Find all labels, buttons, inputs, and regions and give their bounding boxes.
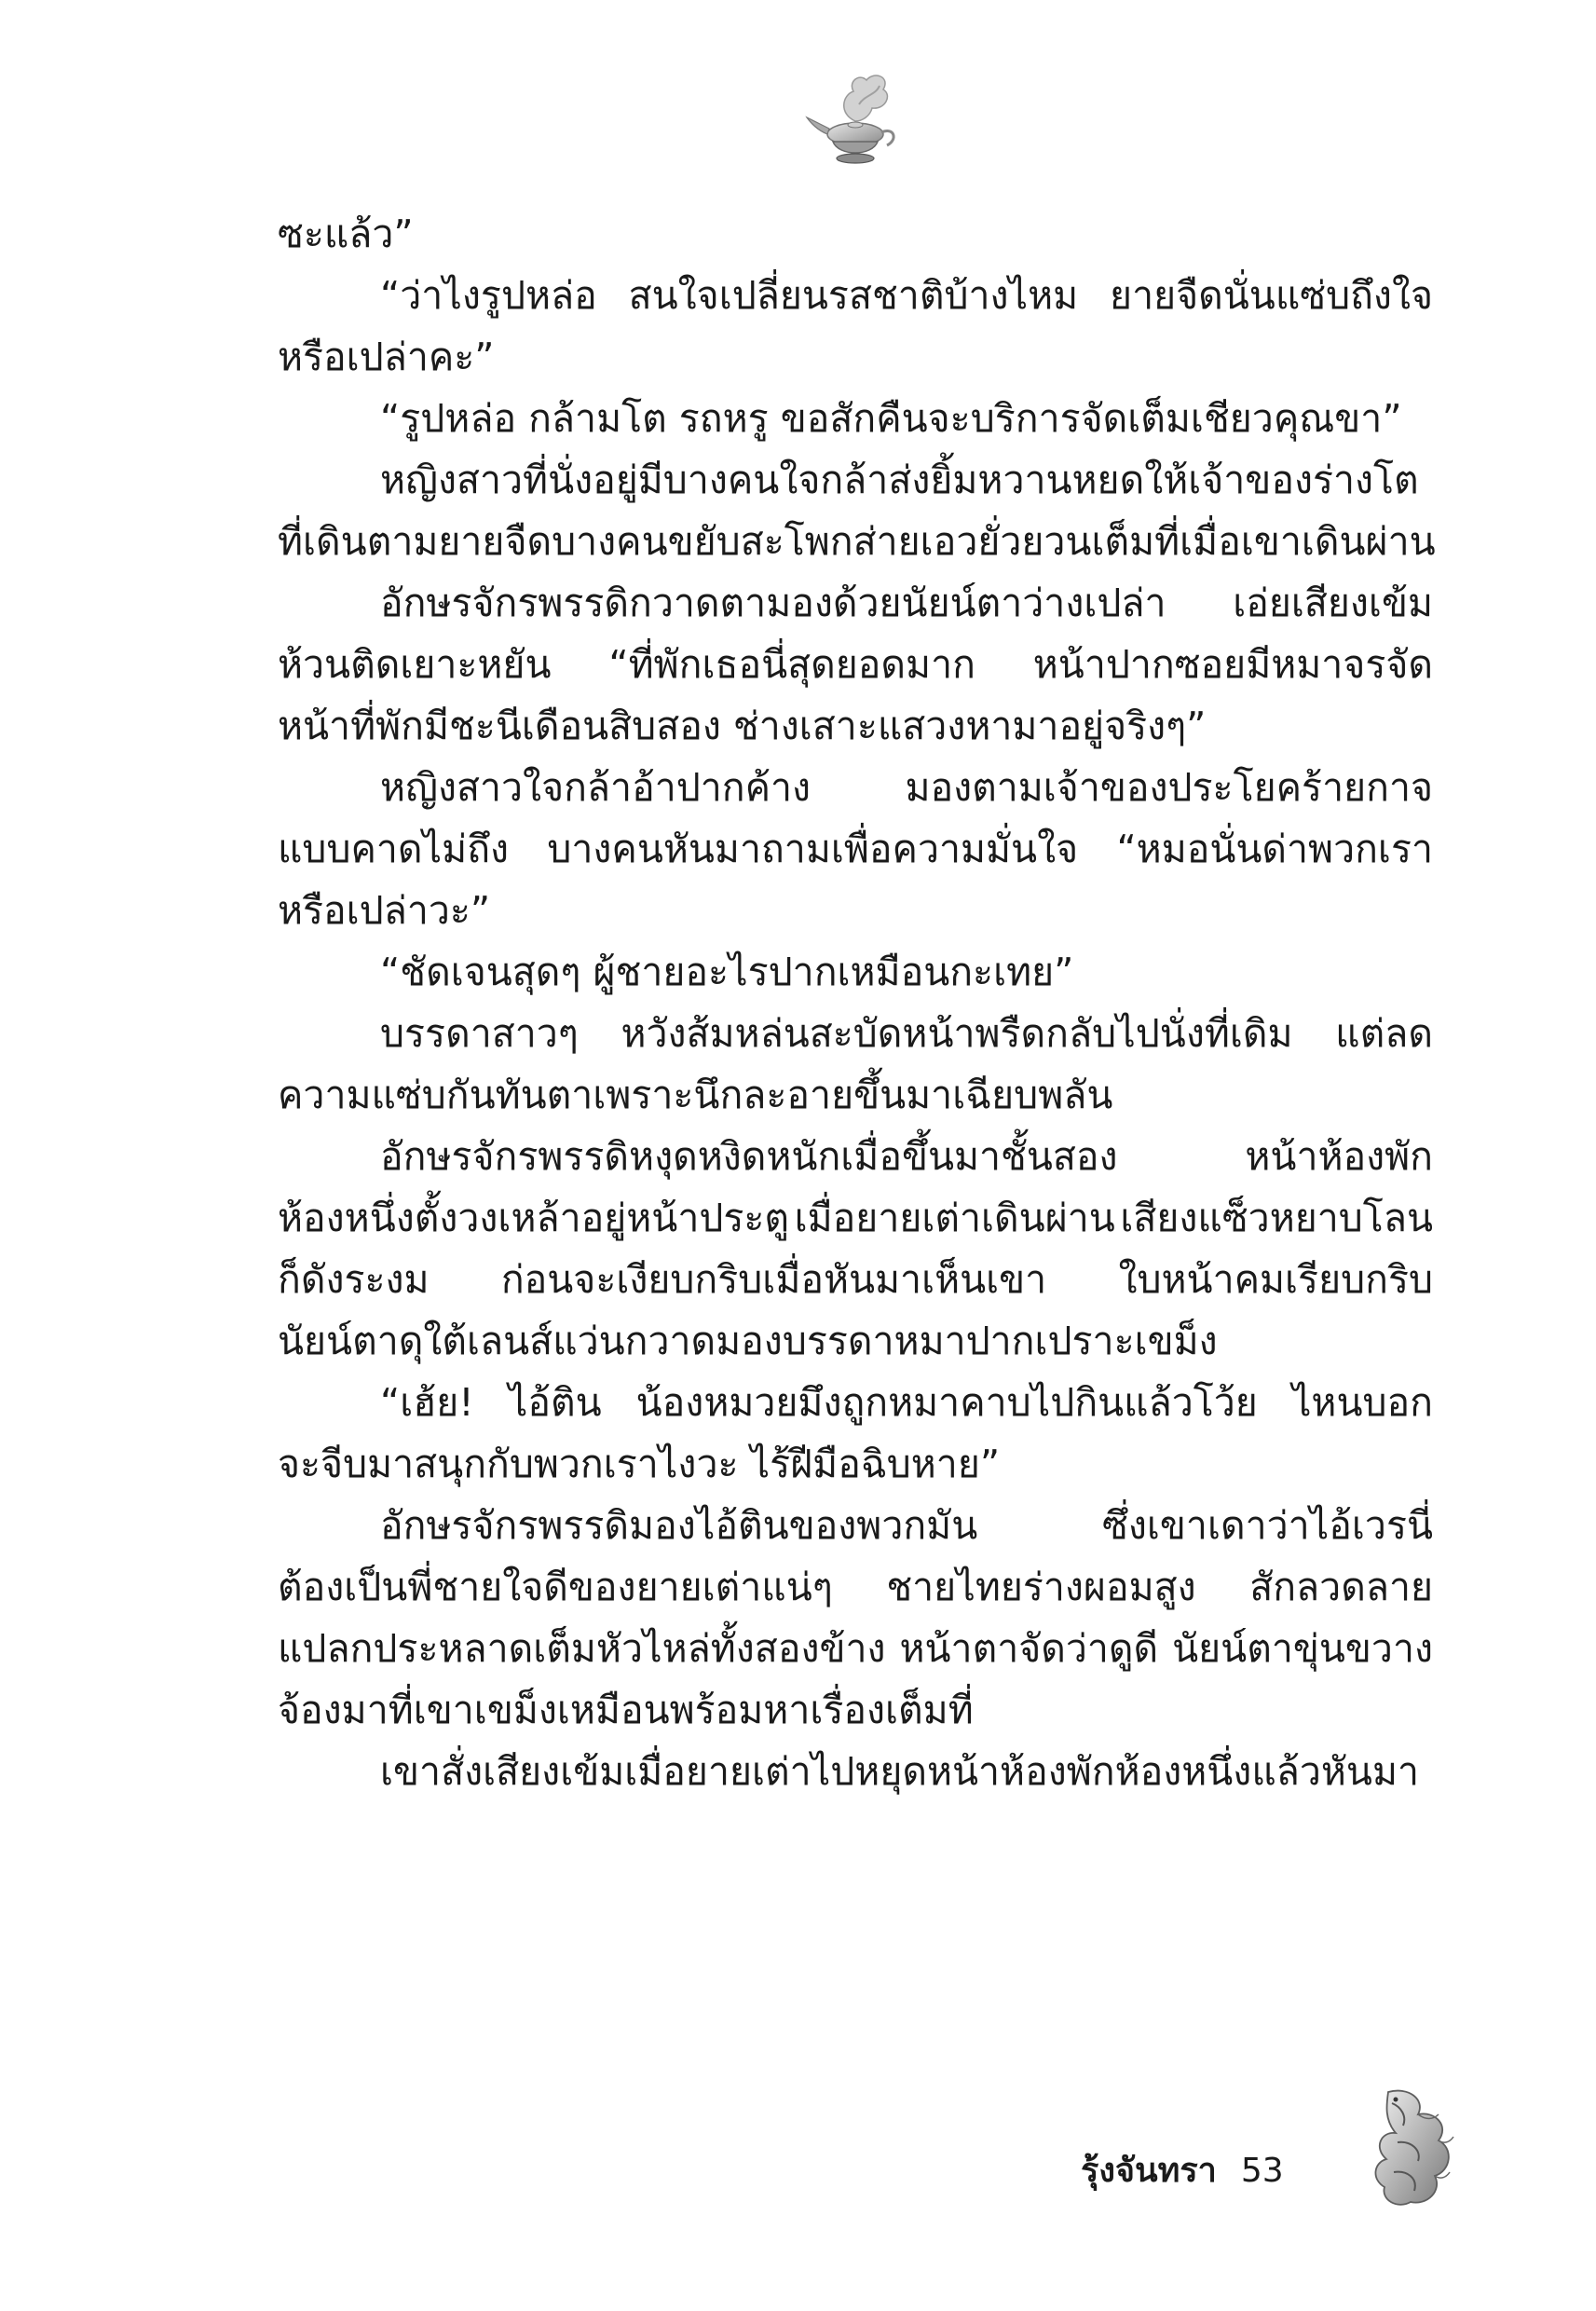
book-title: รุ้งจันทรา: [1081, 2152, 1217, 2190]
text-line: หรือเปล่าคะ”: [278, 335, 495, 379]
text-line: นัยน์ตาดุใต้เลนส์แว่นกวาดมองบรรดาหมาปากเปราะเขม็ง: [278, 1319, 1218, 1363]
text-line: หรือเปล่าวะ”: [278, 888, 491, 933]
magic-lamp-icon: [801, 67, 913, 179]
text-line: “เฮ้ย! ไอ้ติน น้องหมวยมึงถูกหมาคาบไปกินแล้วโว้ย ไหนบอก: [380, 1380, 1433, 1425]
text-line: ห้องหนึ่งตั้งวงเหล้าอยู่หน้าประตู เมื่อยายเต่าเดินผ่าน เสียงแซ็วหยาบโลน: [278, 1196, 1433, 1240]
text-line: อักษรจักรพรรดิมองไอ้ตินของพวกมัน ซึ่งเขาเดาว่าไอ้เวรนี่: [380, 1503, 1433, 1548]
text-line: “ชัดเจนสุดๆ ผู้ชายอะไรปากเหมือนกะเทย”: [380, 950, 1074, 994]
text-line: “ว่าไงรูปหล่อ สนใจเปลี่ยนรสชาติบ้างไหม ยายจืดนั่นแซ่บถึงใจ: [380, 273, 1433, 318]
text-line: ก็ดังระงม ก่อนจะเงียบกริบเมื่อหันมาเห็นเขา ใบหน้าคมเรียบกริบ: [278, 1257, 1433, 1302]
page-number: 53: [1240, 2152, 1284, 2190]
text-line: เขาสั่งเสียงเข้มเมื่อยายเต่าไปหยุดหน้าห้องพักห้องหนึ่งแล้วหันมา: [380, 1749, 1419, 1794]
text-line: อักษรจักรพรรดิหงุดหงิดหนักเมื่อขึ้นมาชั้นสอง หน้าห้องพัก: [380, 1134, 1433, 1179]
text-line: อักษรจักรพรรดิกวาดตามองด้วยนัยน์ตาว่างเปล่า เอ่ยเสียงเข้ม: [380, 581, 1433, 625]
text-line: ความแซ่บกันทันตาเพราะนึกละอายขึ้นมาเฉียบพลัน: [278, 1073, 1113, 1117]
dragon-icon: [1360, 2083, 1463, 2213]
text-line: หญิงสาวใจกล้าอ้าปากค้าง มองตามเจ้าของประโยคร้ายกาจ: [380, 765, 1433, 810]
text-line: จ้องมาที่เขาเขม็งเหมือนพร้อมหาเรื่องเต็มที่: [278, 1688, 974, 1732]
text-line: ที่เดินตามยายจืด บางคนขยับสะโพกส่ายเอวยั่วยวนเต็มที่เมื่อเขาเดินผ่าน: [278, 519, 1436, 564]
text-line: บรรดาสาวๆ หวังส้มหล่นสะบัดหน้าพรืดกลับไปนั่งที่เดิม แต่ลด: [380, 1011, 1433, 1056]
text-line: แปลกประหลาดเต็มหัวไหล่ทั้งสองข้าง หน้าตาจัดว่าดูดี นัยน์ตาขุ่นขวาง: [278, 1626, 1433, 1671]
text-line: ซะแล้ว”: [278, 212, 414, 256]
text-line: จะจีบมาสนุกกับพวกเราไงวะ ไร้ฝีมือฉิบหาย”: [278, 1442, 1001, 1486]
text-line: ห้วนติดเยาะหยัน “ที่พักเธอนี่สุดยอดมาก หน้าปากซอยมีหมาจรจัด: [278, 642, 1433, 687]
text-line: หน้าที่พักมีชะนีเดือนสิบสอง ช่างเสาะแสวงหามาอยู่จริงๆ”: [278, 704, 1207, 748]
text-line: ต้องเป็นพี่ชายใจดีของยายเต่าแน่ๆ ชายไทยร่างผอมสูง สักลวดลาย: [278, 1565, 1433, 1609]
text-line: “รูปหล่อ กล้ามโต รถหรู ขอสักคืนจะบริการจัดเต็มเชียวคุณขา”: [380, 396, 1402, 441]
text-line: หญิงสาวที่นั่งอยู่มีบางคนใจกล้าส่งยิ้มหวานหยดให้เจ้าของร่างโต: [380, 458, 1419, 502]
body-text: [278, 203, 1436, 1802]
page-footer: [1081, 2143, 1284, 2196]
text-line: แบบคาดไม่ถึง บางคนหันมาถามเพื่อความมั่นใจ “หมอนั่นด่าพวกเรา: [278, 827, 1433, 871]
